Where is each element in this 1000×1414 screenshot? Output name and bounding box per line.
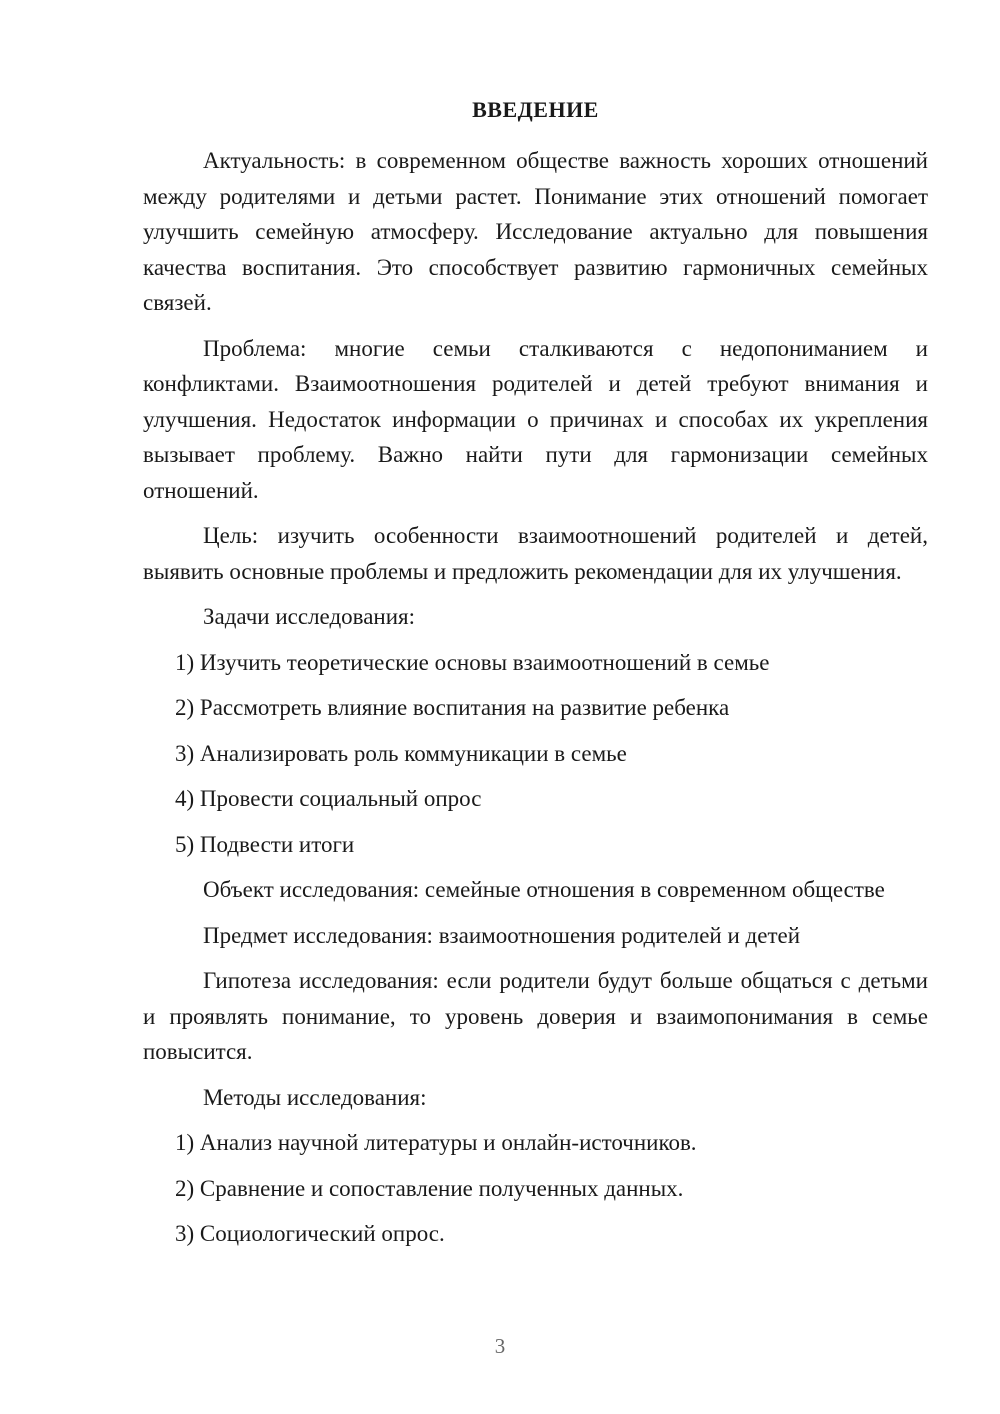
document-body [143,143,928,1262]
page-number: 3 [494,1334,506,1358]
methods-list [143,1125,928,1252]
tasks-list [143,645,928,863]
methods-heading: Методы исследования: [203,1084,427,1110]
section-heading: ВВЕДЕНИЕ [472,97,599,122]
method-item: 3) Социологический опрос. [175,1221,445,1246]
task-item: 5) Подвести итоги [175,831,355,857]
method-item: 2) Сравнение и сопоставление полученных данных. [175,1175,684,1201]
task-item: 3) Анализировать роль коммуникации в семье [175,740,627,766]
goal-paragraph: Цель: изучить особенности взаимоотношений родителей и детей, выявить основные проблемы и предложить рекомендации для их улучшения. [143,523,928,584]
relevance-paragraph: Актуальность: в современном обществе важность хороших отношений между родителями и детьми растет. Понимание этих отношений помогает улучшить семейную атмосферу. Исследование актуально для повышения качества воспитания. Это способствует развитию гармоничных семейных связей. [143,148,928,315]
task-item: 2) Рассмотреть влияние воспитания на развитие ребенка [175,695,730,720]
task-item: 1) Изучить теоретические основы взаимоотношений в семье [175,649,770,675]
tasks-heading: Задачи исследования: [203,604,416,629]
task-item: 4) Провести социальный опрос [175,786,482,811]
problem-paragraph: Проблема: многие семьи сталкиваются с недопониманием и конфликтами. Взаимоотношения родителей и детей требуют внимания и улучшения. Недостаток информации о причинах и способах их укрепления вызывает проблему. Важно найти пути для гармонизации семейных отношений. [143,335,928,503]
hypothesis-paragraph: Гипотеза исследования: если родители будут больше общаться с детьми и проявлять понимание, то уровень доверия и взаимопонимания в семье повысится. [143,968,928,1064]
subject-paragraph: Предмет исследования: взаимоотношения родителей и детей [203,922,801,948]
object-paragraph: Объект исследования: семейные отношения в современном обществе [203,877,885,902]
method-item: 1) Анализ научной литературы и онлайн-источников. [175,1130,697,1155]
